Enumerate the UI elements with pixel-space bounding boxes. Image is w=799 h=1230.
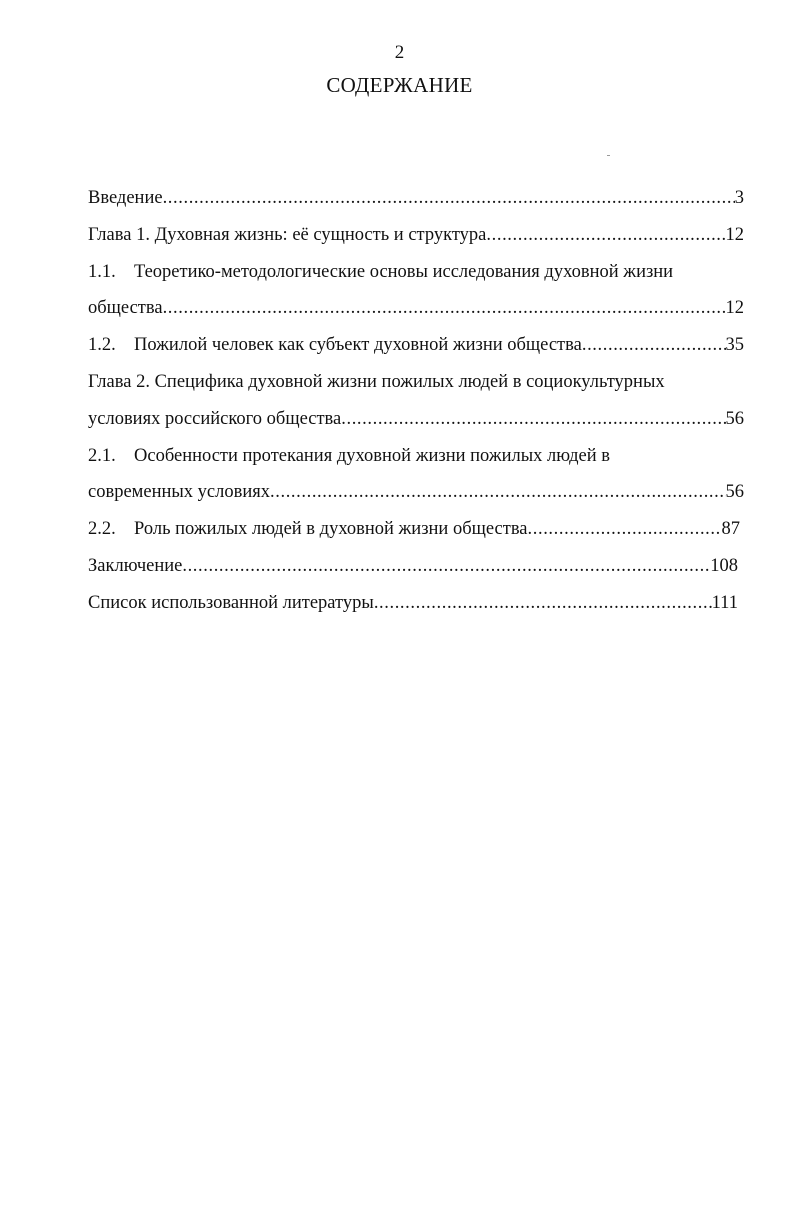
toc-entry-label: условиях российского общества — [88, 408, 342, 429]
toc-entry-label: Глава 2. Специфика духовной жизни пожилых людей в социокультурных — [88, 371, 665, 392]
toc-entry-number: 2.2. — [88, 519, 116, 540]
toc-entry-label: Теоретико-методологические основы исследования духовной жизни — [134, 261, 674, 282]
toc-entry-page: 111 — [711, 592, 738, 613]
toc-entry-section-2-2 — [88, 511, 740, 548]
toc-entry-page: 87 — [721, 519, 740, 540]
toc-entry-page: 3 — [734, 188, 744, 208]
toc-entry-page: 56 — [725, 408, 744, 429]
page-title: СОДЕРЖАНИЕ — [326, 73, 473, 97]
toc-entry-bibliography — [88, 585, 738, 622]
toc-entry-label: Особенности протекания духовной жизни пожилых людей в — [134, 445, 611, 466]
toc-entry-page: 56 — [725, 482, 744, 503]
toc-entry-section-1-1 — [88, 254, 788, 291]
toc-entry-label: Заключение — [88, 555, 183, 576]
toc-leader-dots — [341, 401, 725, 438]
toc-leader-dots — [182, 548, 710, 585]
toc-entry-page: 12 — [725, 298, 744, 319]
toc-entry-chapter-1 — [88, 217, 744, 254]
table-of-contents — [88, 180, 788, 622]
toc-entry-label: современных условиях — [88, 482, 271, 503]
toc-entry-section-1-2 — [88, 327, 744, 364]
toc-leader-dots — [582, 327, 726, 364]
toc-entry-number: 1.1. — [88, 261, 116, 282]
toc-entry-conclusion — [88, 548, 738, 585]
toc-entry-label: Глава 1. Духовная жизнь: её сущность и структура — [88, 224, 487, 245]
toc-entry-number: 1.2. — [88, 335, 116, 356]
toc-entry-section-1-1-continued — [88, 290, 744, 327]
toc-entry-section-2-1-continued — [88, 474, 744, 511]
toc-entry-introduction — [88, 180, 744, 217]
toc-leader-dots — [528, 511, 722, 548]
toc-leader-dots — [486, 217, 725, 254]
page-number: 2 — [394, 42, 405, 63]
toc-leader-dots — [163, 180, 735, 217]
toc-entry-section-2-1 — [88, 438, 788, 475]
toc-leader-dots — [163, 290, 726, 327]
toc-entry-label: Роль пожилых людей в духовной жизни общества — [134, 519, 528, 540]
toc-entry-label: Введение — [88, 188, 163, 208]
toc-leader-dots — [374, 585, 712, 622]
toc-entry-label: общества — [88, 298, 163, 319]
toc-entry-page: 12 — [725, 224, 744, 245]
toc-entry-label: Пожилой человек как субъект духовной жизни общества — [134, 335, 582, 356]
toc-entry-page: 35 — [725, 335, 744, 356]
toc-entry-label: Список использованной литературы — [88, 592, 374, 613]
scan-speck — [607, 155, 610, 156]
toc-entry-number: 2.1. — [88, 445, 116, 466]
toc-leader-dots — [270, 474, 725, 511]
toc-entry-chapter-2-continued — [88, 401, 744, 438]
toc-entry-chapter-2 — [88, 364, 788, 401]
toc-entry-page: 108 — [710, 555, 738, 576]
